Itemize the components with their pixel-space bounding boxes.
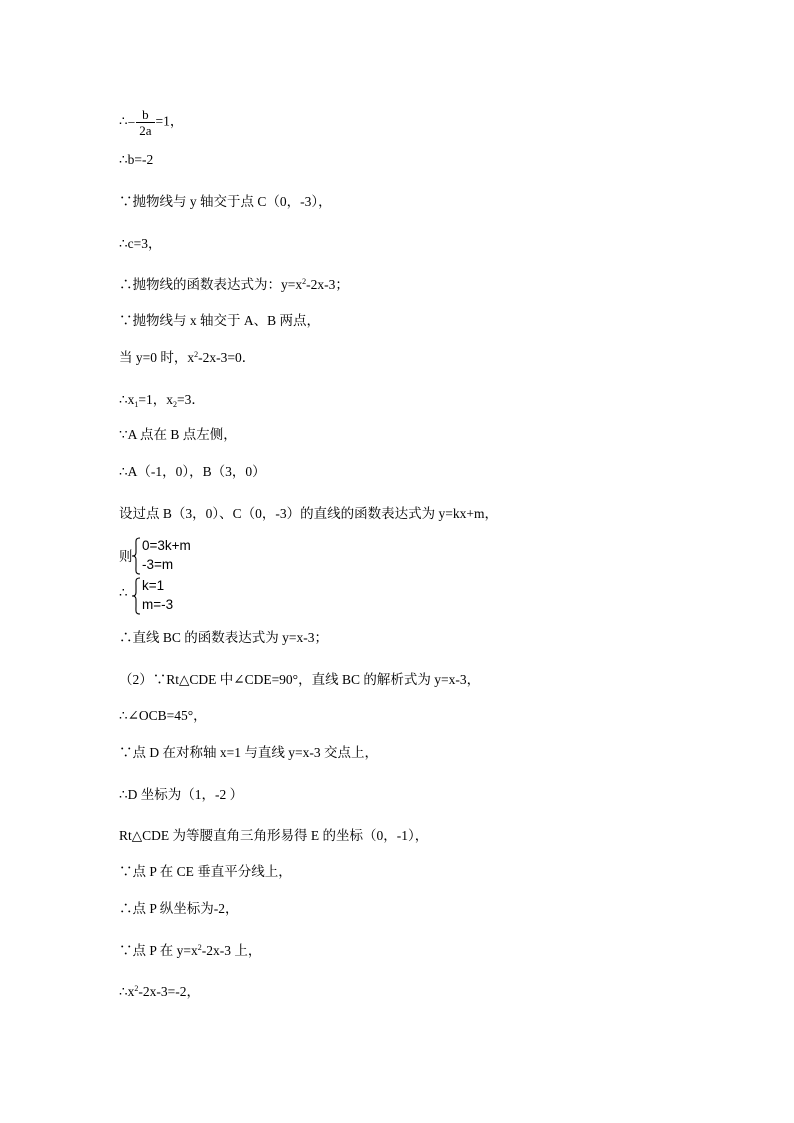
left-brace-icon <box>131 577 141 615</box>
line-part-2: （2）∵Rt△CDE 中∠CDE=90°，直线 BC 的解析式为 y=x-3， <box>119 672 481 687</box>
line-set-bc-expression: 设过点 B（3，0）、C（0，-3）的直线的函数表达式为 y=kx+m， <box>119 506 498 521</box>
system-row: k=1 <box>142 578 165 593</box>
text-part: -2x-3=-2， <box>138 984 200 999</box>
line-c-value: ∴c=3， <box>119 236 162 251</box>
line-e-coordinates: Rt△CDE 为等腰直角三角形易得 E 的坐标（0，-1）， <box>119 828 429 843</box>
line-y-intercept: ∵抛物线与 y 轴交于点 C（0，-3）， <box>119 194 332 209</box>
subscript: 2 <box>172 400 177 409</box>
system-row: 0=3k+m <box>142 538 191 553</box>
equation-tail: =1， <box>155 113 184 129</box>
text-part: 当 y=0 时，x <box>119 350 195 365</box>
text-part: -2x-3=0． <box>198 350 256 365</box>
text-part: =3． <box>176 392 205 407</box>
left-brace-icon <box>131 537 141 575</box>
line-perpendicular-bisector: ∵点 P 在 CE 垂直平分线上， <box>119 864 292 879</box>
line-b-value: ∴b=-2 <box>119 152 154 167</box>
text-part: ∴x <box>119 392 135 407</box>
fraction <box>136 107 154 138</box>
equation-system-1 <box>119 536 239 576</box>
system-row: -3=m <box>142 557 174 572</box>
line-points-a-b: ∴A（-1，0），B（3，0） <box>119 464 266 479</box>
text-part: ∵点 P 在 y=x <box>119 943 198 958</box>
line-x-intercepts: ∵抛物线与 x 轴交于 A、B 两点， <box>119 313 321 328</box>
line-angle-ocb: ∴∠OCB=45°， <box>119 708 207 723</box>
text-part: ∴抛物线的函数表达式为：y=x <box>119 277 303 292</box>
text-part: -2x-3； <box>306 277 349 292</box>
system-lead: 则 <box>119 549 133 564</box>
text-part: ∴x <box>119 984 135 999</box>
system-row: m=-3 <box>142 597 174 612</box>
text-part: =1，x <box>138 392 173 407</box>
superscript: 2 <box>134 984 139 993</box>
line-parabola-expression <box>119 277 349 293</box>
line-p-on-parabola <box>119 943 261 959</box>
fraction-numerator: b <box>136 107 154 123</box>
superscript: 2 <box>194 350 199 359</box>
superscript: 2 <box>302 277 307 286</box>
subscript: 1 <box>134 400 139 409</box>
line-p-ordinate: ∴点 P 纵坐标为-2， <box>119 901 239 916</box>
line-point-d: ∵点 D 在对称轴 x=1 与直线 y=x-3 交点上， <box>119 745 378 760</box>
line-final-equation <box>119 984 200 1000</box>
text-part: -2x-3 上， <box>201 943 262 958</box>
line-axis-of-symmetry <box>119 107 183 138</box>
system-lead: ∴ <box>119 585 128 600</box>
line-d-coordinates: ∴D 坐标为（1，-2 ） <box>119 787 244 802</box>
line-quadratic-equation <box>119 350 255 366</box>
fraction-denominator: 2a <box>139 123 152 138</box>
line-bc-expression: ∴直线 BC 的函数表达式为 y=x-3； <box>119 630 328 645</box>
minus-sign: − <box>127 114 136 130</box>
system-rows <box>142 576 173 614</box>
equation-system-2 <box>119 576 239 616</box>
line-a-left-of-b: ∵A 点在 B 点左侧， <box>119 427 237 442</box>
therefore-symbol: ∴ <box>119 113 128 129</box>
system-rows <box>142 536 191 574</box>
superscript: 2 <box>197 943 202 952</box>
line-roots <box>119 392 205 408</box>
